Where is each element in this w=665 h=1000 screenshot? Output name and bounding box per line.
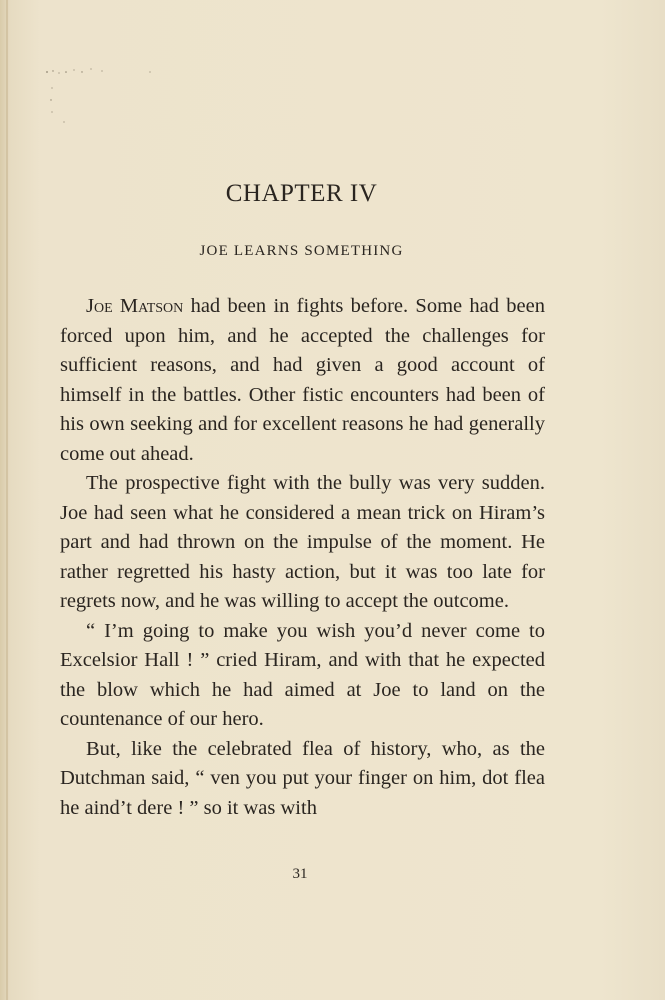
paragraph-lead-smallcaps: Joe Matson [86,295,184,317]
paragraph-text: But, like the celebrated flea of history, who, as the Dutchman said, “ ven you put your finger on him, dot flea he aind’t dere ! ” so it was with [60,737,545,819]
paragraph [60,469,545,617]
paragraph-text: The prospective fight with the bully was very sudden. Joe had seen what he considered a mean trick on Hiram’s part and had thrown on the impulse of the moment. He rather regretted his hasty action, but it was too late for regrets now, and he was willing to accept the outcome. [60,472,545,612]
chapter-heading: CHAPTER IV [225,180,378,207]
paragraph-text: “ I’m going to make you wish you’d never come to Excelsior Hall ! ” cried Hiram, and with that he expected the blow which he had aimed at Joe to land on the countenance of our hero. [60,619,545,730]
page-gutter-shadow [6,0,8,1000]
paragraph [60,617,545,735]
paragraph-text: had been in fights before. Some had been forced upon him, and he accepted the challenges for sufficient reasons, and had given a good account of himself in the battles. Other fistic encounters had been of his own seeking and for excellent reasons he had generally come out ahead. [60,295,545,465]
paragraph [60,292,545,469]
chapter-subtitle: JOE LEARNS SOMETHING [199,243,404,259]
page-number: 31 [292,866,308,882]
paper-specks-decoration [44,66,164,136]
paragraph [60,735,545,824]
chapter-body [60,292,545,823]
